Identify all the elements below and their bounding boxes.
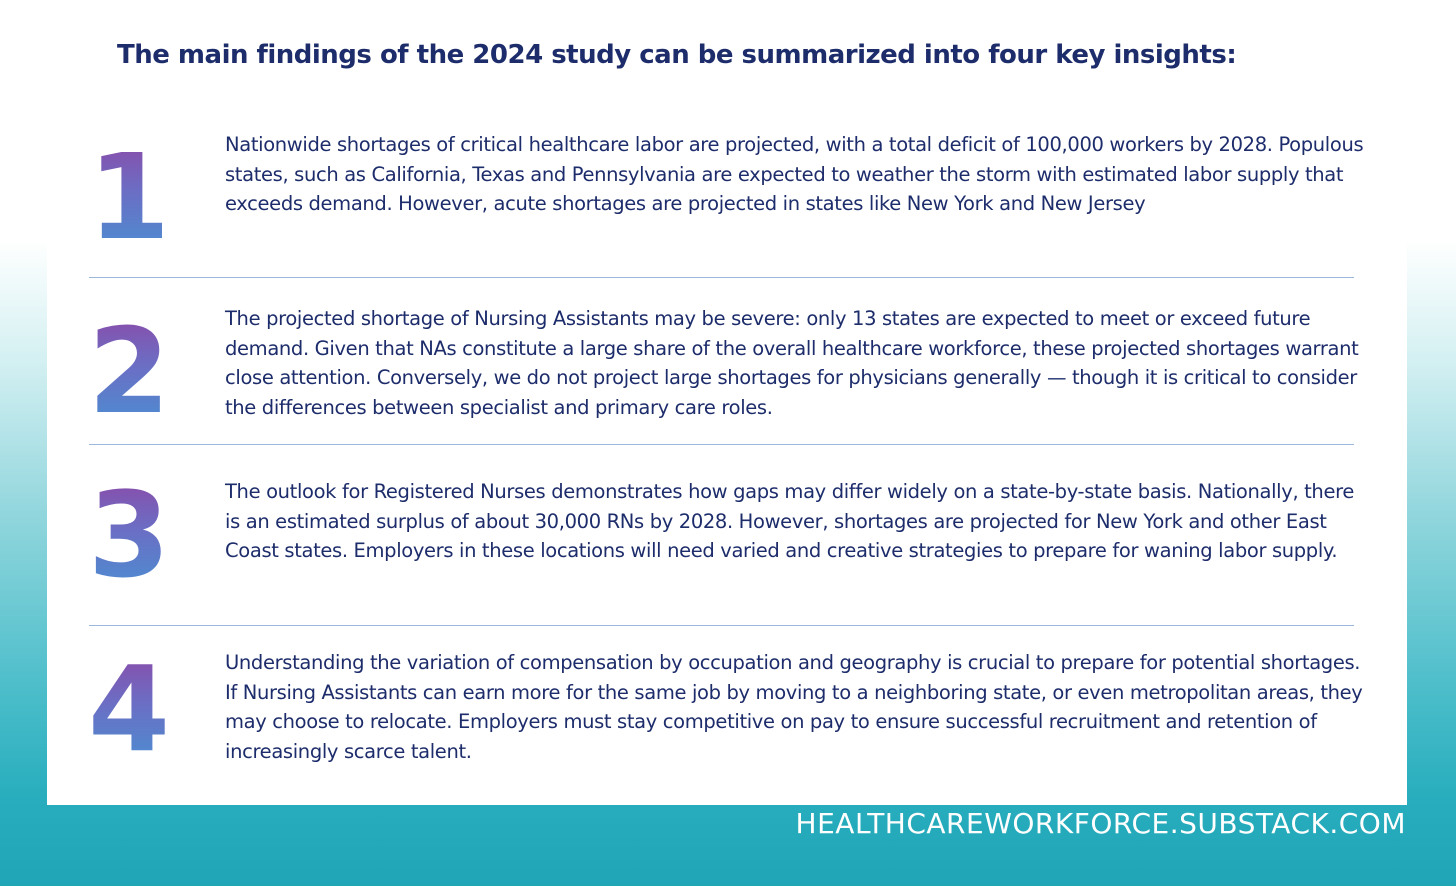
insight-number-2: 2 bbox=[88, 312, 178, 430]
insight-number-4: 4 bbox=[88, 650, 178, 768]
insight-text-1: Nationwide shortages of critical healthcare labor are projected, with a total deficit of 100,000 workers by 2028. Populous states, such as California, Texas and Pennsylvania are expected to weather the storm with estimated labor supply that exceeds demand. However, acute shortages are projected in states like New York and New Jersey bbox=[225, 133, 1364, 215]
insight-text-2: The projected shortage of Nursing Assistants may be severe: only 13 states are expected to meet or exceed future demand. Given that NAs constitute a large share of the overall healthcare workforce, these projected shortages warrant close attention. Conversely, we do not project large shortages for physicians generally — though it is critical to consider the differences between specialist and primary care roles. bbox=[225, 307, 1359, 419]
insight-text-4: Understanding the variation of compensation by occupation and geography is crucial to prepare for potential shortages. If Nursing Assistants can earn more for the same job by moving to a neighboring state, or even metropolitan areas, they may choose to relocate. Employers must stay competitive on pay to ensure successful recruitment and retention of increasingly scarce talent. bbox=[225, 651, 1363, 763]
insight-number-3: 3 bbox=[88, 476, 178, 594]
divider bbox=[89, 625, 1354, 626]
page-title: The main findings of the 2024 study can be summarized into four key insights: bbox=[117, 40, 1237, 70]
divider bbox=[89, 444, 1354, 445]
footer-url: HEALTHCAREWORKFORCE.SUBSTACK.COM bbox=[795, 807, 1406, 840]
insight-number-1: 1 bbox=[88, 138, 178, 256]
divider bbox=[89, 277, 1354, 278]
insight-text-3: The outlook for Registered Nurses demonstrates how gaps may differ widely on a state-by-state basis. Nationally, there is an estimated surplus of about 30,000 RNs by 2028. However, shortages are projected for New York and other East Coast states. Employers in these locations will need varied and creative strategies to prepare for waning labor supply. bbox=[225, 480, 1354, 562]
